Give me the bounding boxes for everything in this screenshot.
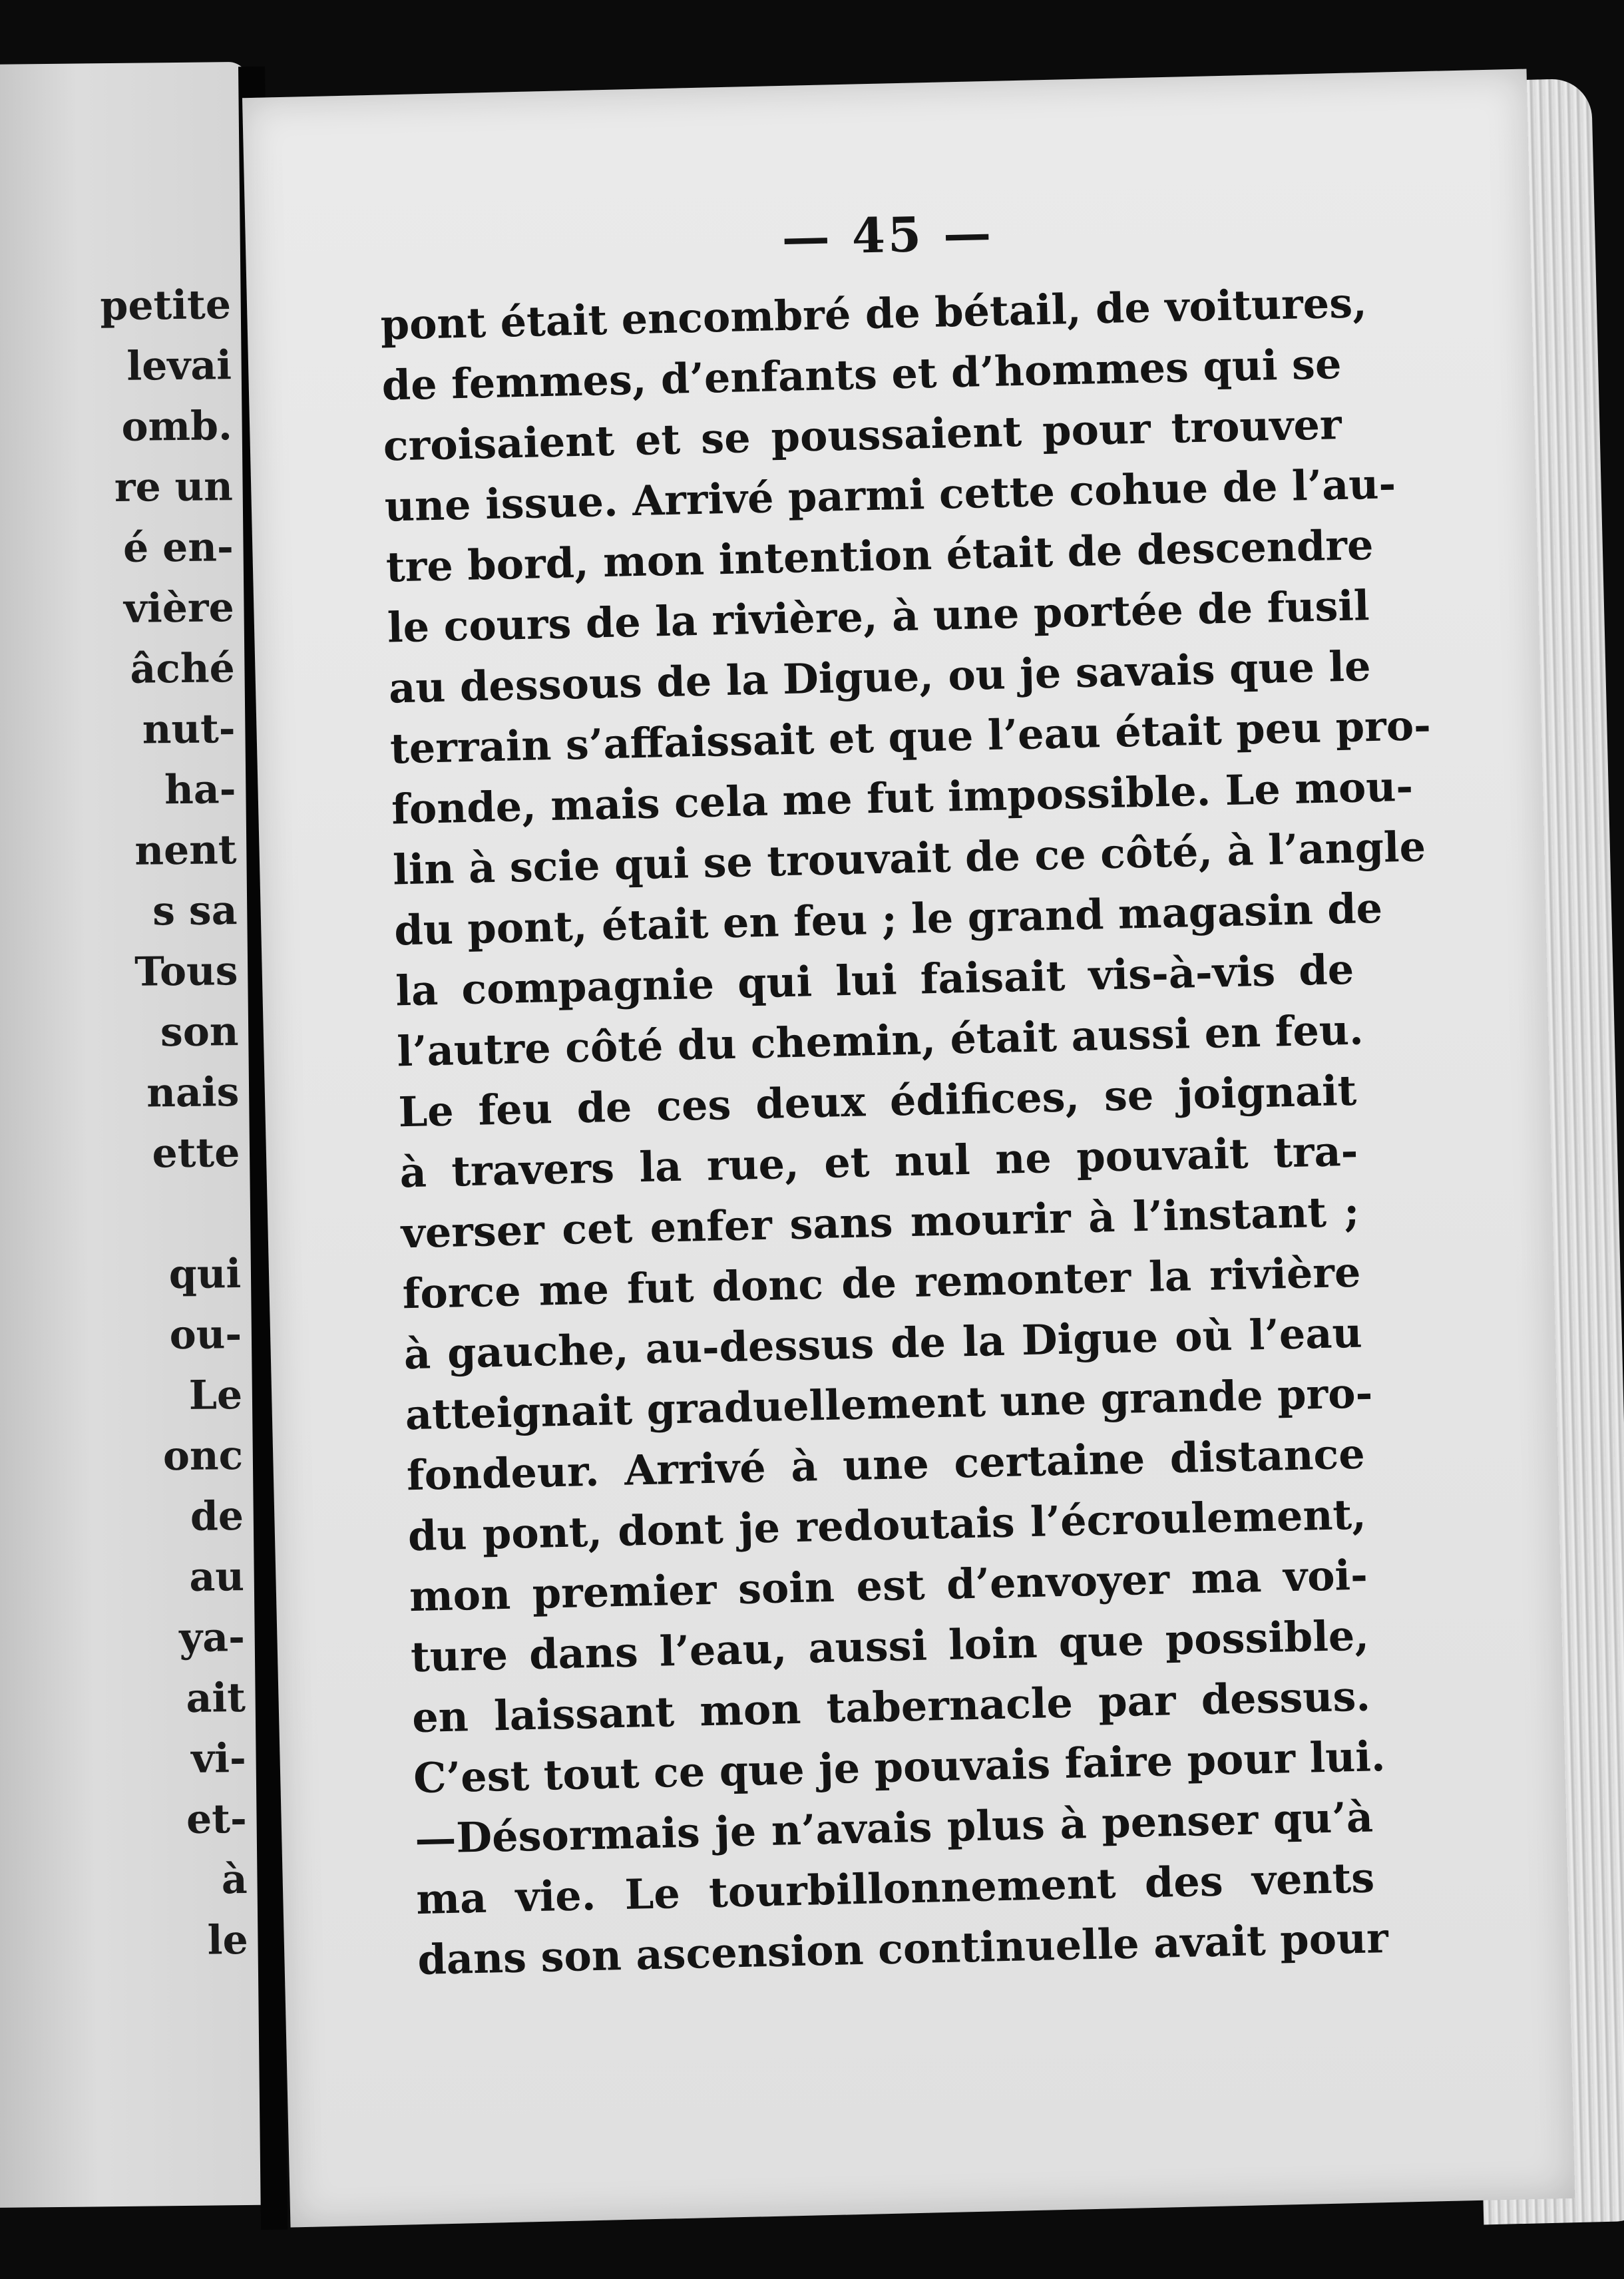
left-page-line: ette [152, 1130, 240, 1177]
text-line: du pont, était en feu ; le grand magasin de [393, 883, 1383, 955]
text-line: terrain s’affaissait et que l’eau était peu pro- [389, 701, 1432, 773]
left-page-line: âché [130, 645, 236, 693]
text-line: à gauche, au-dessus de la Digue où l’eau [403, 1308, 1363, 1379]
left-page-line: Tous [134, 948, 238, 996]
text-line: à travers la rue, et nul ne pouvait tra- [399, 1126, 1359, 1197]
left-page-text [0, 275, 248, 1973]
text-line: pont était encombré de bétail, de voitures, [379, 278, 1368, 349]
left-page-line [1, 1183, 241, 1247]
left-page-line: vière [123, 584, 235, 632]
text-line: C’est tout ce que je pouvais faire pour lui. [413, 1731, 1386, 1803]
left-page-line: re un [114, 463, 234, 511]
text-line: force me fut donc de remonter la rivière [401, 1247, 1362, 1319]
left-page-line: Le [188, 1372, 243, 1419]
text-line: de femmes, d’enfants et d’hommes qui se [381, 339, 1342, 410]
text-line: du pont, dont je redoutais l’écroulement, [407, 1490, 1367, 1561]
text-line: l’autre côté du chemin, était aussi en feu. [396, 1005, 1364, 1076]
text-line: en laissant mon tabernacle par dessus. [411, 1671, 1371, 1743]
text-line: verser cet enfer sans mourir à l’instant ; [400, 1187, 1360, 1258]
left-page-line: omb. [121, 403, 233, 451]
text-line: le cours de la rivière, à une portée de fusil [387, 581, 1370, 652]
left-page-line: vi- [190, 1735, 247, 1782]
left-page-line: nut- [142, 706, 236, 753]
left-page-line: s sa [152, 887, 238, 935]
text-line: croisaient et se poussaient pour trouver [383, 399, 1342, 471]
text-line: mon premier soin est d’envoyer ma voi- [409, 1550, 1368, 1621]
text-line: une issue. Arrivé parmi cette cohue de l’au- [384, 459, 1396, 531]
text-line: ma vie. Le tourbillonnement des vents [415, 1853, 1375, 1924]
text-line: tre bord, mon intention était de descendre [385, 520, 1374, 592]
left-page-line: le [207, 1916, 249, 1964]
right-page [242, 69, 1575, 2228]
text-line: atteignait graduellement une grande pro- [405, 1368, 1374, 1440]
text-line: au dessous de la Digue, ou je savais que le [388, 642, 1372, 713]
text-line: la compagnie qui lui faisait vis-à-vis de [395, 944, 1354, 1016]
text-line: dans son ascension continuelle avait pour [417, 1913, 1389, 1985]
text-line: fonde, mais cela me fut impossible. Le mou- [391, 761, 1414, 834]
left-page-line: au [189, 1554, 245, 1601]
text-line: Le feu de ces deux édifices, se joignait [397, 1066, 1358, 1137]
left-page-line: levai [126, 342, 232, 390]
left-page-line: ait [186, 1675, 246, 1722]
left-page-line: onc [162, 1432, 244, 1480]
text-line: ture dans l’eau, aussi loin que possible, [410, 1611, 1370, 1682]
text-line: fondeur. Arrivé à une certaine distance [406, 1429, 1366, 1500]
left-page-line: petite [100, 282, 232, 330]
page-number: — 45 — [781, 204, 994, 266]
left-page-line: de [190, 1493, 244, 1540]
left-page-line: ou- [169, 1311, 242, 1359]
left-page-line: à [221, 1856, 248, 1904]
left-page [0, 62, 271, 2208]
left-page-line: nent [134, 827, 237, 875]
left-page-line: é en- [122, 524, 234, 572]
left-page-line: nais [146, 1069, 240, 1117]
left-page-line: et- [186, 1796, 248, 1843]
left-page-line: qui [168, 1251, 242, 1299]
left-page-line: ya- [178, 1614, 246, 1662]
page-body-text [379, 273, 1432, 1990]
left-page-line: ha- [164, 766, 236, 814]
text-line: —Désormais je n’avais plus à penser qu’à [414, 1792, 1374, 1864]
text-line: lin à scie qui se trouvait de ce côté, à l’angle [392, 822, 1426, 895]
left-page-line: son [160, 1008, 239, 1056]
